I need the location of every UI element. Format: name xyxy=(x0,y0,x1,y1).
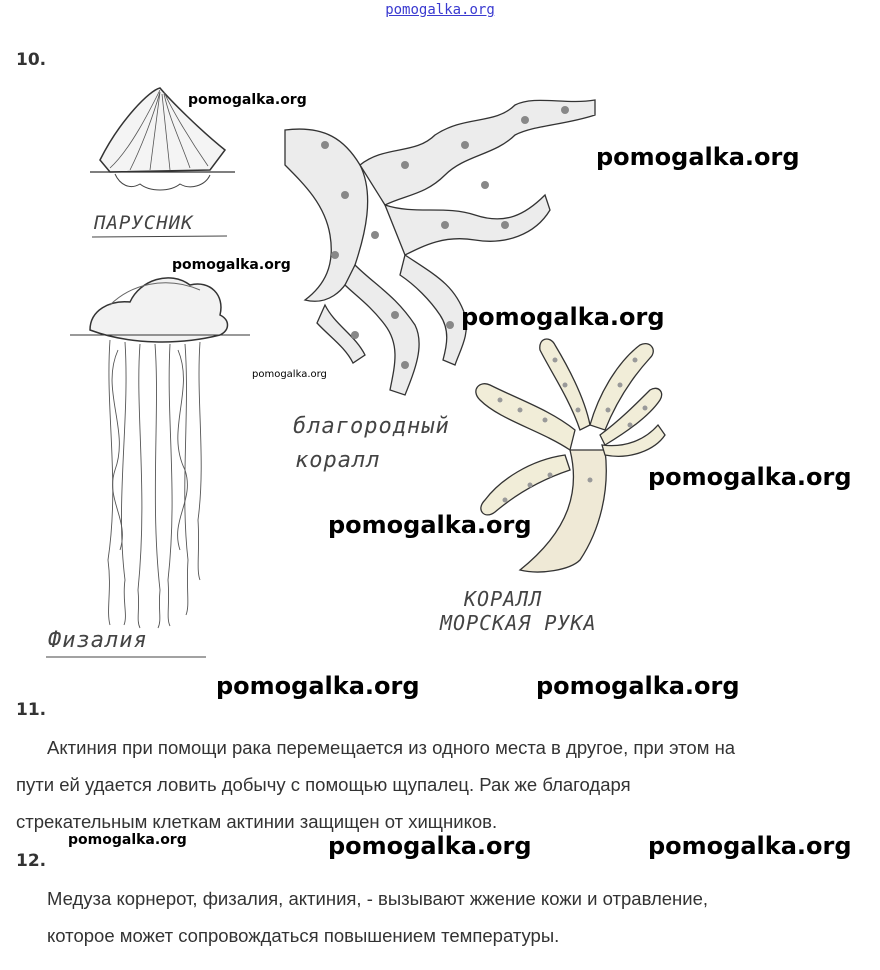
task-number-11: 11. xyxy=(16,700,47,720)
watermark: pomogalka.org xyxy=(188,92,307,108)
watermark: pomogalka.org xyxy=(172,257,291,273)
label-korall: КОРАЛЛ xyxy=(464,587,543,611)
paragraph-line: Актиния при помощи рака перемещается из одного места в другое, при этом на xyxy=(47,737,736,758)
watermark: pomogalka.org xyxy=(461,303,665,331)
site-header-link[interactable]: pomogalka.org xyxy=(385,2,495,18)
watermark: pomogalka.org xyxy=(596,143,800,171)
watermark: pomogalka.org xyxy=(536,672,740,700)
watermark: pomogalka.org xyxy=(648,463,852,491)
label-morskaya-ruka: МОРСКАЯ РУКА xyxy=(440,611,597,635)
watermark: pomogalka.org xyxy=(648,832,852,860)
watermark: pomogalka.org xyxy=(252,369,327,380)
paragraph-line: Медуза корнерот, физалия, актиния, - вызывают жжение кожи и отравление, xyxy=(47,888,709,909)
watermark: pomogalka.org xyxy=(68,832,187,848)
watermark: pomogalka.org xyxy=(328,511,532,539)
paragraph-line: которое может сопровождаться повышением температуры. xyxy=(47,925,560,946)
sea-hand-coral-drawing xyxy=(460,330,670,590)
paragraph-line: стрекательным клеткам актинии защищен от хищников. xyxy=(16,811,498,832)
label-blagorodny-korall: коралл xyxy=(295,448,381,473)
label-underline xyxy=(46,654,216,660)
label-blagorodny: благородный xyxy=(293,414,450,439)
label-underline xyxy=(92,234,232,240)
watermark: pomogalka.org xyxy=(216,672,420,700)
label-fizaliya: Физалия xyxy=(48,628,148,653)
task-12-text xyxy=(47,880,877,954)
task-number-10: 10. xyxy=(16,50,47,70)
task-11-text xyxy=(16,729,876,840)
physalia-drawing xyxy=(70,260,260,630)
label-parusnik: ПАРУСНИК xyxy=(94,212,194,234)
task-number-12: 12. xyxy=(16,851,47,871)
paragraph-line: пути ей удается ловить добычу с помощью щупалец. Рак же благодаря xyxy=(16,774,631,795)
watermark: pomogalka.org xyxy=(328,832,532,860)
